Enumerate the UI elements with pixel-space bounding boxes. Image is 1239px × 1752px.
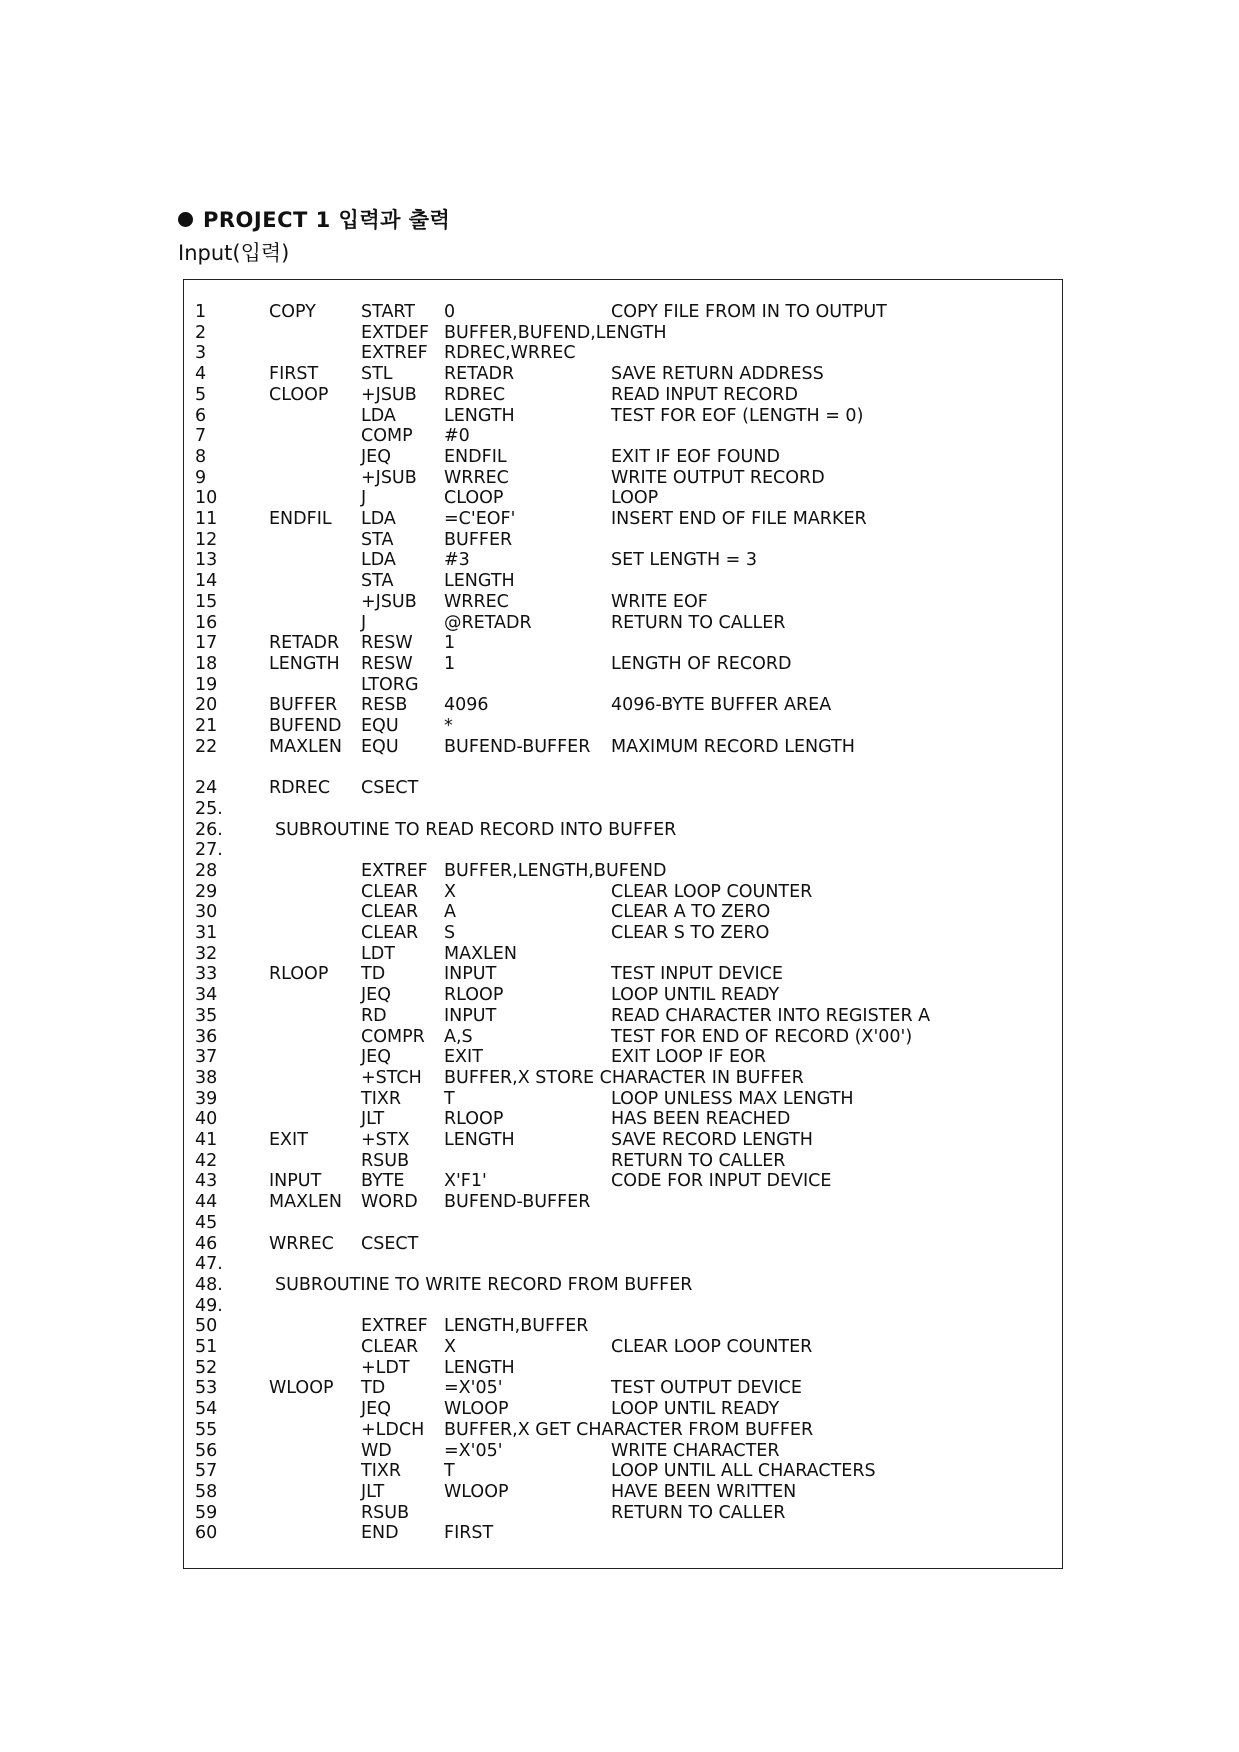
operand-field: RLOOP bbox=[444, 985, 504, 1006]
line-number: 30 bbox=[195, 902, 218, 923]
listing-row bbox=[184, 1316, 1062, 1337]
listing-row bbox=[184, 1503, 1062, 1524]
opcode-field: JEQ bbox=[361, 1399, 391, 1420]
operand-field: =C'EOF' bbox=[444, 509, 516, 529]
operand-field: WLOOP bbox=[444, 1481, 509, 1502]
opcode-field: +JSUB bbox=[361, 591, 417, 612]
operand-field: MAXLEN bbox=[444, 943, 517, 964]
line-number: 27. bbox=[195, 840, 223, 861]
line-number: 38 bbox=[195, 1067, 218, 1088]
label-field: LENGTH bbox=[269, 653, 340, 674]
opcode-field: EXTREF bbox=[361, 860, 428, 881]
label-field: BUFEND bbox=[269, 716, 342, 736]
operand-field: WRREC bbox=[444, 591, 509, 612]
comment-field: 4096-BYTE BUFFER AREA bbox=[611, 695, 832, 716]
comment-field: RETURN TO CALLER bbox=[611, 1502, 786, 1523]
listing-row bbox=[184, 1130, 1062, 1151]
operand-field: S bbox=[444, 923, 456, 943]
line-number: 46 bbox=[195, 1233, 218, 1254]
listing-row bbox=[184, 654, 1062, 675]
opcode-field: LTORG bbox=[361, 674, 419, 695]
listing-row bbox=[184, 1461, 1062, 1482]
listing-row bbox=[184, 675, 1062, 696]
opcode-field: STL bbox=[361, 364, 393, 385]
operand-field: RDREC bbox=[444, 384, 506, 405]
comment-field: SAVE RECORD LENGTH bbox=[611, 1130, 813, 1150]
opcode-field: CLEAR bbox=[361, 902, 419, 923]
opcode-field: JLT bbox=[361, 1481, 385, 1502]
opcode-field: EXTREF bbox=[361, 1316, 428, 1337]
listing-row bbox=[184, 343, 1062, 364]
line-number: 2 bbox=[195, 322, 207, 343]
line-number: 14 bbox=[195, 571, 218, 592]
operand-field: BUFEND-BUFFER bbox=[444, 736, 591, 757]
opcode-field: RSUB bbox=[361, 1150, 410, 1171]
section-title: PROJECT 1 입력과 출력 bbox=[203, 208, 451, 232]
comment-field: CLEAR LOOP COUNTER bbox=[611, 1337, 813, 1357]
opcode-field: COMPR bbox=[361, 1026, 425, 1047]
listing-row bbox=[184, 406, 1062, 427]
comment-field: READ CHARACTER INTO REGISTER A bbox=[611, 1005, 931, 1026]
listing-row bbox=[184, 550, 1062, 571]
operand-field: BUFFER,X STORE CHARACTER IN BUFFER bbox=[444, 1067, 804, 1088]
operand-field: BUFFER bbox=[444, 529, 513, 550]
listing-row bbox=[184, 1047, 1062, 1068]
opcode-field: TD bbox=[361, 1378, 386, 1399]
comment-field: WRITE OUTPUT RECORD bbox=[611, 467, 825, 488]
listing-row bbox=[184, 1420, 1062, 1441]
opcode-field: RSUB bbox=[361, 1502, 410, 1523]
label-field: EXIT bbox=[269, 1130, 308, 1150]
listing-row bbox=[184, 302, 1062, 323]
listing-row bbox=[184, 613, 1062, 634]
opcode-field: J bbox=[361, 488, 367, 509]
listing-row bbox=[184, 799, 1062, 820]
operand-field: 4096 bbox=[444, 695, 489, 716]
line-number: 48. bbox=[195, 1274, 223, 1295]
listing-row bbox=[184, 1296, 1062, 1317]
operand-field: X bbox=[444, 881, 456, 902]
listing-row bbox=[184, 509, 1062, 530]
line-number: 22 bbox=[195, 736, 218, 757]
line-number: 25. bbox=[195, 798, 223, 819]
listing-row bbox=[184, 1523, 1062, 1544]
opcode-field: RD bbox=[361, 1005, 387, 1026]
line-number: 50 bbox=[195, 1316, 218, 1337]
label-field: COPY bbox=[269, 302, 316, 322]
listing-row bbox=[184, 1234, 1062, 1255]
line-number: 54 bbox=[195, 1399, 218, 1420]
bullet-icon bbox=[178, 212, 193, 227]
operand-field: A,S bbox=[444, 1026, 473, 1047]
comment-line: SUBROUTINE TO WRITE RECORD FROM BUFFER bbox=[275, 1274, 693, 1295]
comment-field: COPY FILE FROM IN TO OUTPUT bbox=[611, 302, 887, 322]
comment-field: LOOP UNTIL ALL CHARACTERS bbox=[611, 1461, 876, 1482]
label-field: ENDFIL bbox=[269, 509, 332, 529]
operand-field: ENDFIL bbox=[444, 446, 507, 467]
label-field: RETADR bbox=[269, 633, 340, 654]
opcode-field: EXTDEF bbox=[361, 322, 430, 343]
line-number: 59 bbox=[195, 1502, 218, 1523]
line-number: 40 bbox=[195, 1109, 218, 1130]
listing-row bbox=[184, 447, 1062, 468]
line-number: 10 bbox=[195, 488, 218, 509]
listing-row bbox=[184, 944, 1062, 965]
comment-field: TEST FOR END OF RECORD (X'00') bbox=[611, 1026, 913, 1047]
operand-field: RDREC,WRREC bbox=[444, 343, 576, 364]
comment-field: TEST OUTPUT DEVICE bbox=[611, 1378, 802, 1399]
comment-field: INSERT END OF FILE MARKER bbox=[611, 509, 867, 529]
opcode-field: LDA bbox=[361, 405, 396, 426]
listing-row bbox=[184, 985, 1062, 1006]
line-number: 24 bbox=[195, 778, 218, 799]
comment-field: WRITE CHARACTER bbox=[611, 1440, 780, 1461]
line-number: 33 bbox=[195, 964, 218, 985]
line-number: 43 bbox=[195, 1171, 218, 1192]
opcode-field: EQU bbox=[361, 736, 399, 757]
line-number: 34 bbox=[195, 985, 218, 1006]
operand-field: #0 bbox=[444, 426, 470, 447]
opcode-field: JEQ bbox=[361, 985, 391, 1006]
listing-row bbox=[184, 530, 1062, 551]
listing-row bbox=[184, 1213, 1062, 1234]
line-number: 55 bbox=[195, 1419, 218, 1440]
opcode-field: START bbox=[361, 302, 415, 322]
line-number: 39 bbox=[195, 1088, 218, 1109]
listing-row bbox=[184, 820, 1062, 841]
line-number: 42 bbox=[195, 1150, 218, 1171]
label-field: WLOOP bbox=[269, 1378, 334, 1399]
line-number: 51 bbox=[195, 1337, 218, 1357]
listing-row bbox=[184, 1482, 1062, 1503]
line-number: 60 bbox=[195, 1523, 218, 1544]
line-number: 3 bbox=[195, 343, 207, 364]
line-number: 47. bbox=[195, 1254, 223, 1275]
comment-field: LOOP bbox=[611, 488, 659, 509]
listing-row bbox=[184, 1192, 1062, 1213]
line-number: 7 bbox=[195, 426, 207, 447]
operand-field: BUFFER,X GET CHARACTER FROM BUFFER bbox=[444, 1419, 814, 1440]
listing-row bbox=[184, 426, 1062, 447]
operand-field: 1 bbox=[444, 653, 456, 674]
opcode-field: COMP bbox=[361, 426, 413, 447]
label-field: WRREC bbox=[269, 1233, 334, 1254]
operand-field: A bbox=[444, 902, 456, 923]
opcode-field: RESB bbox=[361, 695, 408, 716]
line-number: 58 bbox=[195, 1481, 218, 1502]
line-number: 11 bbox=[195, 509, 218, 529]
section-heading bbox=[178, 204, 450, 234]
operand-field: X'F1' bbox=[444, 1171, 487, 1192]
line-number: 52 bbox=[195, 1357, 218, 1378]
opcode-field: TIXR bbox=[361, 1461, 401, 1482]
label-field: FIRST bbox=[269, 364, 319, 385]
listing-row bbox=[184, 1109, 1062, 1130]
line-number: 53 bbox=[195, 1378, 218, 1399]
line-number: 5 bbox=[195, 384, 207, 405]
operand-field: EXIT bbox=[444, 1047, 483, 1068]
operand-field: =X'05' bbox=[444, 1378, 503, 1399]
comment-field: LOOP UNLESS MAX LENGTH bbox=[611, 1088, 854, 1109]
comment-field: WRITE EOF bbox=[611, 591, 708, 612]
line-number: 21 bbox=[195, 716, 218, 736]
line-number: 6 bbox=[195, 405, 207, 426]
line-number: 20 bbox=[195, 695, 218, 716]
line-number: 16 bbox=[195, 612, 218, 633]
listing-row bbox=[184, 1151, 1062, 1172]
line-number: 32 bbox=[195, 943, 218, 964]
operand-field: INPUT bbox=[444, 1005, 497, 1026]
operand-field: * bbox=[444, 716, 453, 736]
comment-field: CLEAR S TO ZERO bbox=[611, 923, 770, 943]
opcode-field: J bbox=[361, 612, 367, 633]
label-field: RDREC bbox=[269, 778, 331, 799]
line-number: 26. bbox=[195, 819, 223, 840]
opcode-field: BYTE bbox=[361, 1171, 405, 1192]
listing-row bbox=[184, 1378, 1062, 1399]
listing-row bbox=[184, 633, 1062, 654]
operand-field: BUFEND-BUFFER bbox=[444, 1192, 591, 1213]
listing-row bbox=[184, 902, 1062, 923]
comment-field: LOOP UNTIL READY bbox=[611, 985, 780, 1006]
line-number: 35 bbox=[195, 1005, 218, 1026]
listing-row bbox=[184, 1337, 1062, 1358]
opcode-field: JEQ bbox=[361, 446, 391, 467]
line-number: 45 bbox=[195, 1212, 218, 1233]
listing-row bbox=[184, 1254, 1062, 1275]
line-number: 4 bbox=[195, 364, 207, 385]
opcode-field: +JSUB bbox=[361, 467, 417, 488]
operand-field: WRREC bbox=[444, 467, 509, 488]
opcode-field: STA bbox=[361, 571, 394, 592]
opcode-field: CSECT bbox=[361, 778, 419, 799]
line-number: 8 bbox=[195, 446, 207, 467]
line-number: 49. bbox=[195, 1295, 223, 1316]
opcode-field: CLEAR bbox=[361, 923, 419, 943]
opcode-field: CSECT bbox=[361, 1233, 419, 1254]
comment-field: READ INPUT RECORD bbox=[611, 384, 798, 405]
opcode-field: LDA bbox=[361, 550, 396, 571]
section-subtitle: Input(입력) bbox=[178, 241, 290, 265]
opcode-field: EXTREF bbox=[361, 343, 428, 364]
operand-field: T bbox=[444, 1461, 455, 1482]
listing-row bbox=[184, 1441, 1062, 1462]
line-number: 15 bbox=[195, 591, 218, 612]
operand-field: RETADR bbox=[444, 364, 515, 385]
comment-field: LENGTH OF RECORD bbox=[611, 653, 792, 674]
operand-field: RLOOP bbox=[444, 1109, 504, 1130]
label-field: CLOOP bbox=[269, 384, 329, 405]
listing-row bbox=[184, 1006, 1062, 1027]
line-number: 9 bbox=[195, 467, 207, 488]
listing-row bbox=[184, 882, 1062, 903]
listing-row bbox=[184, 737, 1062, 758]
comment-field: EXIT LOOP IF EOR bbox=[611, 1047, 767, 1068]
comment-field: CLEAR LOOP COUNTER bbox=[611, 881, 813, 902]
operand-field: FIRST bbox=[444, 1523, 494, 1544]
listing-row bbox=[184, 1399, 1062, 1420]
opcode-field: CLEAR bbox=[361, 881, 419, 902]
operand-field: WLOOP bbox=[444, 1399, 509, 1420]
opcode-field: LDT bbox=[361, 943, 395, 964]
line-number: 37 bbox=[195, 1047, 218, 1068]
listing-row bbox=[184, 592, 1062, 613]
opcode-field: STA bbox=[361, 529, 394, 550]
label-field: INPUT bbox=[269, 1171, 322, 1192]
listing-row bbox=[184, 323, 1062, 344]
line-number: 18 bbox=[195, 653, 218, 674]
line-number: 29 bbox=[195, 881, 218, 902]
listing-row bbox=[184, 1027, 1062, 1048]
operand-field: 1 bbox=[444, 633, 456, 654]
listing-row bbox=[184, 1358, 1062, 1379]
operand-field: LENGTH,BUFFER bbox=[444, 1316, 589, 1337]
opcode-field: RESW bbox=[361, 653, 413, 674]
opcode-field: EQU bbox=[361, 716, 399, 736]
line-number: 36 bbox=[195, 1026, 218, 1047]
listing-row bbox=[184, 1171, 1062, 1192]
listing-row bbox=[184, 695, 1062, 716]
listing-row bbox=[184, 1068, 1062, 1089]
operand-field: #3 bbox=[444, 550, 470, 571]
line-number: 31 bbox=[195, 923, 218, 943]
opcode-field: TD bbox=[361, 964, 386, 985]
label-field: MAXLEN bbox=[269, 736, 342, 757]
opcode-field: TIXR bbox=[361, 1088, 401, 1109]
opcode-field: CLEAR bbox=[361, 1337, 419, 1357]
comment-field: LOOP UNTIL READY bbox=[611, 1399, 780, 1420]
listing-row bbox=[184, 923, 1062, 944]
comment-field: SET LENGTH = 3 bbox=[611, 550, 758, 571]
opcode-field: LDA bbox=[361, 509, 396, 529]
opcode-field: END bbox=[361, 1523, 399, 1544]
line-number: 12 bbox=[195, 529, 218, 550]
opcode-field: +JSUB bbox=[361, 384, 417, 405]
label-field: MAXLEN bbox=[269, 1192, 342, 1213]
opcode-field: JEQ bbox=[361, 1047, 391, 1068]
operand-field: X bbox=[444, 1337, 456, 1357]
operand-field: LENGTH bbox=[444, 405, 515, 426]
opcode-field: RESW bbox=[361, 633, 413, 654]
operand-field: LENGTH bbox=[444, 571, 515, 592]
operand-field: BUFFER,LENGTH,BUFEND bbox=[444, 860, 667, 881]
comment-field: TEST FOR EOF (LENGTH = 0) bbox=[611, 405, 864, 426]
listing-row bbox=[184, 571, 1062, 592]
listing-row bbox=[184, 716, 1062, 737]
line-number: 28 bbox=[195, 860, 218, 881]
comment-field: RETURN TO CALLER bbox=[611, 612, 786, 633]
comment-field: SAVE RETURN ADDRESS bbox=[611, 364, 824, 385]
operand-field: 0 bbox=[444, 302, 456, 322]
opcode-field: +STCH bbox=[361, 1067, 422, 1088]
label-field: BUFFER bbox=[269, 695, 338, 716]
line-number: 57 bbox=[195, 1461, 218, 1482]
operand-field: T bbox=[444, 1088, 455, 1109]
comment-field: HAVE BEEN WRITTEN bbox=[611, 1481, 797, 1502]
opcode-field: WD bbox=[361, 1440, 392, 1461]
comment-field: RETURN TO CALLER bbox=[611, 1150, 786, 1171]
listing-row bbox=[184, 468, 1062, 489]
operand-field: BUFFER,BUFEND,LENGTH bbox=[444, 322, 667, 343]
comment-field: TEST INPUT DEVICE bbox=[611, 964, 783, 985]
opcode-field: +LDT bbox=[361, 1357, 410, 1378]
line-number: 17 bbox=[195, 633, 218, 654]
line-number: 13 bbox=[195, 550, 218, 571]
comment-field: CLEAR A TO ZERO bbox=[611, 902, 771, 923]
line-number: 56 bbox=[195, 1440, 218, 1461]
line-number: 41 bbox=[195, 1130, 218, 1150]
operand-field: INPUT bbox=[444, 964, 497, 985]
opcode-field: +STX bbox=[361, 1130, 410, 1150]
operand-field: @RETADR bbox=[444, 612, 532, 633]
operand-field: CLOOP bbox=[444, 488, 504, 509]
opcode-field: WORD bbox=[361, 1192, 418, 1213]
operand-field: =X'05' bbox=[444, 1440, 503, 1461]
opcode-field: +LDCH bbox=[361, 1419, 425, 1440]
listing-row bbox=[184, 778, 1062, 799]
opcode-field: JLT bbox=[361, 1109, 385, 1130]
line-number: 19 bbox=[195, 674, 218, 695]
comment-field: CODE FOR INPUT DEVICE bbox=[611, 1171, 832, 1192]
comment-field: MAXIMUM RECORD LENGTH bbox=[611, 736, 855, 757]
listing-row bbox=[184, 861, 1062, 882]
line-number: 44 bbox=[195, 1192, 218, 1213]
operand-field: LENGTH bbox=[444, 1130, 515, 1150]
code-listing-box bbox=[183, 279, 1063, 1569]
line-number: 1 bbox=[195, 302, 207, 322]
label-field: RLOOP bbox=[269, 964, 329, 985]
listing-row bbox=[184, 1089, 1062, 1110]
comment-line: SUBROUTINE TO READ RECORD INTO BUFFER bbox=[275, 819, 677, 840]
listing-row bbox=[184, 1275, 1062, 1296]
comment-field: EXIT IF EOF FOUND bbox=[611, 446, 780, 467]
listing-row bbox=[184, 385, 1062, 406]
listing-row bbox=[184, 364, 1062, 385]
operand-field: LENGTH bbox=[444, 1357, 515, 1378]
listing-row bbox=[184, 488, 1062, 509]
listing-row bbox=[184, 840, 1062, 861]
comment-field: HAS BEEN REACHED bbox=[611, 1109, 791, 1130]
listing-row bbox=[184, 964, 1062, 985]
